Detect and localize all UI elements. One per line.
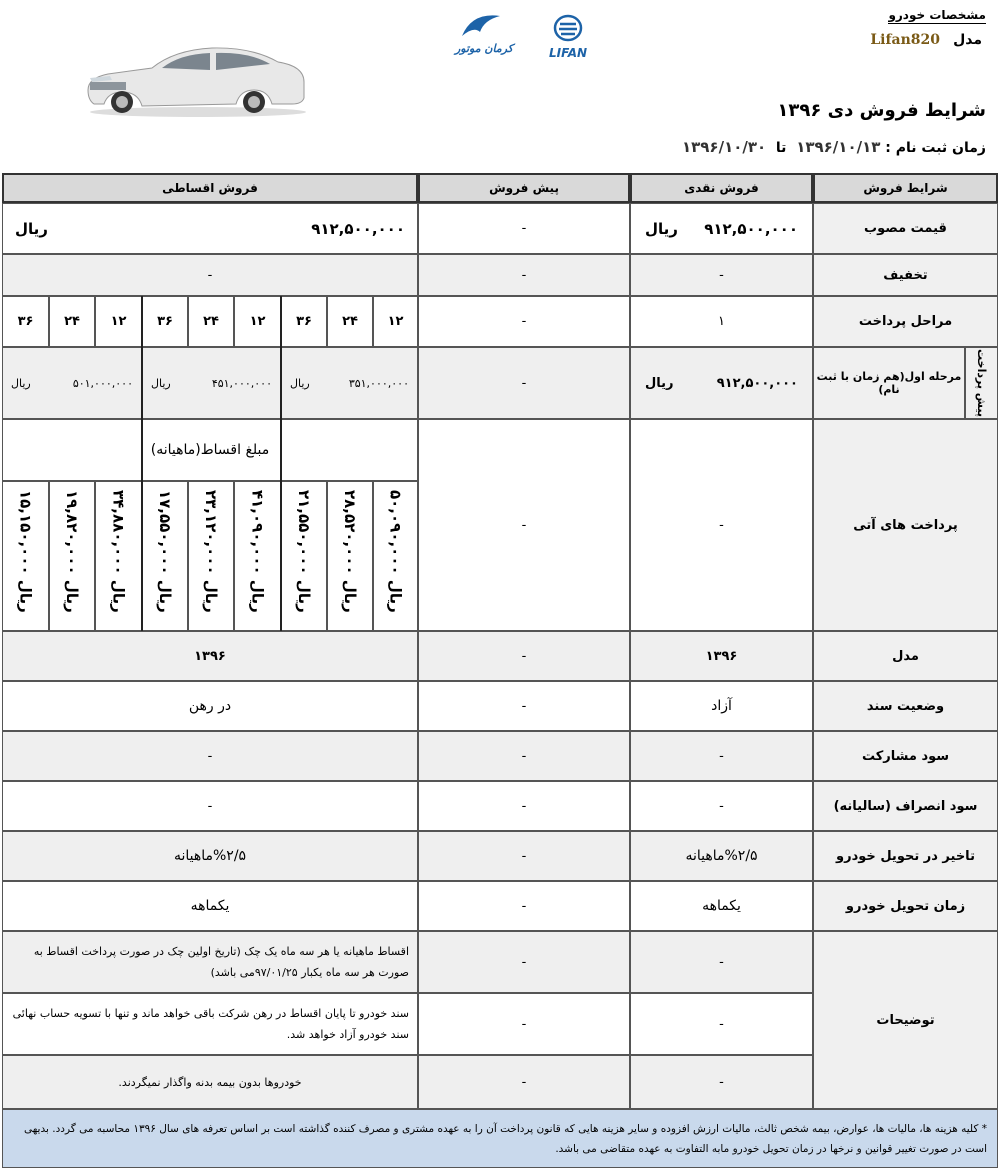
- cash-prepay-unit: ریال: [645, 375, 674, 391]
- cash-cancel: -: [630, 781, 813, 831]
- cash-doc-status: آزاد: [630, 681, 813, 731]
- inst-delivery: یکماهه: [2, 881, 418, 931]
- inst-stage: ۳۶: [142, 296, 188, 347]
- inst-discount: -: [2, 254, 418, 296]
- label-notes: توضیحات: [813, 931, 998, 1109]
- inst-future-amount-text: ریال ۳۴,۸۸۰,۰۰۰: [109, 490, 128, 613]
- inst-prepay-group: [281, 347, 418, 419]
- inst-price-amount: ۹۱۲,۵۰۰,۰۰۰: [311, 219, 405, 238]
- car-photo: [82, 40, 310, 118]
- group-divider: [280, 296, 282, 631]
- reg-to-word: تا: [775, 140, 787, 156]
- cash-participation: -: [630, 731, 813, 781]
- header-conditions: شرایط فروش: [813, 173, 998, 203]
- inst-prepay-amount: ۳۵۱,۰۰۰,۰۰۰: [348, 376, 409, 390]
- cash-price-amount: ۹۱۲,۵۰۰,۰۰۰: [704, 219, 798, 238]
- inst-stage: ۳۶: [281, 296, 327, 347]
- inst-future-amount-text: ریال ۱۹,۸۲۰,۰۰۰: [63, 490, 81, 613]
- label-price: قیمت مصوب: [813, 203, 998, 254]
- header-cash: فروش نقدی: [630, 173, 813, 203]
- presale-model: -: [418, 631, 630, 681]
- inst-future-amount: [234, 481, 281, 631]
- inst-future-amount-text: ریال ۵۰,۰۹۰,۰۰۰: [386, 490, 405, 613]
- cash-price: [630, 203, 813, 254]
- inst-future-amount-text: ریال ۲۸,۵۲۰,۰۰۰: [341, 490, 359, 613]
- cash-note: -: [630, 931, 813, 993]
- presale-discount: -: [418, 254, 630, 296]
- label-discount: تخفیف: [813, 254, 998, 296]
- cash-note: -: [630, 993, 813, 1055]
- inst-stage: ۲۴: [49, 296, 95, 347]
- inst-model: ۱۳۹۶: [2, 631, 418, 681]
- label-doc-status: وضعیت سند: [813, 681, 998, 731]
- inst-future-amount: [281, 481, 327, 631]
- inst-future-title: مبلغ اقساط(ماهیانه): [2, 419, 418, 481]
- reg-label: زمان ثبت نام :: [885, 140, 986, 156]
- label-prepay-first: مرحله اول(هم زمان با ثبت نام): [813, 347, 965, 419]
- presale-prepay: -: [418, 347, 630, 419]
- inst-stage: ۱۲: [95, 296, 142, 347]
- label-future-payments: پرداخت های آتی: [813, 419, 998, 631]
- label-model: مدل: [813, 631, 998, 681]
- presale-price: -: [418, 203, 630, 254]
- inst-stage: ۲۴: [327, 296, 373, 347]
- model-label: مدل: [953, 32, 982, 48]
- inst-future-amount: [2, 481, 49, 631]
- presale-doc-status: -: [418, 681, 630, 731]
- inst-prepay-amount: ۵۰۱,۰۰۰,۰۰۰: [72, 376, 133, 390]
- label-stages: مراحل پرداخت: [813, 296, 998, 347]
- presale-note: -: [418, 993, 630, 1055]
- inst-future-amount-text: ریال ۴۱,۰۹۰,۰۰۰: [248, 490, 267, 613]
- cash-price-unit: ریال: [645, 219, 678, 238]
- cash-note: -: [630, 1055, 813, 1109]
- inst-future-amount: [373, 481, 418, 631]
- inst-future-amount: [188, 481, 234, 631]
- registration-period: [682, 138, 986, 156]
- cash-prepay-amount: ۹۱۲,۵۰۰,۰۰۰: [716, 375, 798, 391]
- inst-stage: ۱۲: [373, 296, 418, 347]
- label-cancel: سود انصراف (سالیانه): [813, 781, 998, 831]
- presale-participation: -: [418, 731, 630, 781]
- lifan-logo-text: LIFAN: [548, 46, 588, 60]
- inst-future-amount: [49, 481, 95, 631]
- inst-prepay-amount: ۴۵۱,۰۰۰,۰۰۰: [211, 376, 272, 390]
- inst-cancel: -: [2, 781, 418, 831]
- inst-note-2: سند خودرو تا پایان اقساط در رهن شرکت باقی خواهد ماند و تنها با تسویه حساب نهائی سند خودرو آزاد خواهد شد.: [2, 993, 418, 1055]
- inst-price-unit: ریال: [15, 219, 48, 238]
- inst-prepay-unit: ریال: [11, 376, 31, 390]
- inst-note-1: اقساط ماهیانه یا هر سه ماه یک چک (تاریخ اولین چک در صورت پرداخت اقساط به صورت هر سه ماه یکبار ۹۷/۰۱/۲۵می باشد): [2, 931, 418, 993]
- presale-note: -: [418, 1055, 630, 1109]
- inst-future-amount: [95, 481, 142, 631]
- cash-discount: -: [630, 254, 813, 296]
- cash-future: -: [630, 419, 813, 631]
- sales-conditions-table: [2, 173, 998, 1168]
- sale-title: شرایط فروش دی ۱۳۹۶: [777, 100, 986, 121]
- kerman-motor-logo-icon: [444, 10, 524, 58]
- cash-delivery: یکماهه: [630, 881, 813, 931]
- inst-future-amount-text: ریال ۱۵,۱۵۰,۰۰۰: [16, 490, 35, 613]
- group-divider: [141, 296, 143, 631]
- label-delay: تاخیر در تحویل خودرو: [813, 831, 998, 881]
- inst-price: [2, 203, 418, 254]
- cash-model: ۱۳۹۶: [630, 631, 813, 681]
- presale-stages: -: [418, 296, 630, 347]
- presale-note: -: [418, 931, 630, 993]
- inst-prepay-unit: ریال: [290, 376, 310, 390]
- kerman-logo-text: کرمان موتور: [454, 42, 514, 55]
- inst-note-3: خودروها بدون بیمه بدنه واگذار نمیگردند.: [2, 1055, 418, 1109]
- presale-delay: -: [418, 831, 630, 881]
- header-presale: پیش فروش: [418, 173, 630, 203]
- inst-stage: ۱۲: [234, 296, 281, 347]
- inst-doc-status: در رهن: [2, 681, 418, 731]
- cash-prepay: [630, 347, 813, 419]
- footer-note: * کلیه هزینه ها، مالیات ها، عوارض، بیمه شخص ثالث، مالیات ارزش افزوده و سایر هزینه هایی که قانون پرداخت آن را به عهده مشتری و مصرف کننده گذاشته است بر اساس تعرفه های سال ۱۳۹۶ محاسبه می گردد. بدیهی است در صورت تغییر قوانین و نرخها در زمان تحویل خودرو مابه التفاوت به عهده متقاضی می باشد.: [2, 1109, 998, 1168]
- reg-from: ۱۳۹۶/۱۰/۱۳: [796, 138, 881, 156]
- inst-prepay-group: [142, 347, 281, 419]
- inst-future-amount: [327, 481, 373, 631]
- inst-participation: -: [2, 731, 418, 781]
- label-delivery: زمان تحویل خودرو: [813, 881, 998, 931]
- label-prepay-group: [965, 347, 998, 419]
- inst-stage: ۳۶: [2, 296, 49, 347]
- reg-to: ۱۳۹۶/۱۰/۳۰: [681, 138, 767, 156]
- inst-prepay-group: [2, 347, 142, 419]
- lifan-logo-icon: [536, 14, 600, 58]
- presale-future: -: [418, 419, 630, 631]
- inst-future-amount-text: ریال ۲۳,۱۲۰,۰۰۰: [202, 490, 220, 613]
- cash-delay: %۲/۵ماهیانه: [630, 831, 813, 881]
- model-value: Lifan820: [870, 32, 940, 48]
- label-participation: سود مشارکت: [813, 731, 998, 781]
- inst-future-amount-text: ریال ۲۱,۵۵۰,۰۰۰: [295, 490, 313, 613]
- inst-delay: %۲/۵ماهیانه: [2, 831, 418, 881]
- cash-stages: ۱: [630, 296, 813, 347]
- presale-delivery: -: [418, 881, 630, 931]
- inst-future-amount: [142, 481, 188, 631]
- inst-stage: ۲۴: [188, 296, 234, 347]
- inst-prepay-unit: ریال: [151, 376, 171, 390]
- inst-future-amount-text: ریال ۱۷,۵۵۰,۰۰۰: [156, 490, 174, 613]
- spec-title: مشخصات خودرو: [888, 8, 986, 22]
- header-installment: فروش اقساطی: [2, 173, 418, 203]
- prepay-group-text: پیش پرداخت: [975, 349, 988, 417]
- presale-cancel: -: [418, 781, 630, 831]
